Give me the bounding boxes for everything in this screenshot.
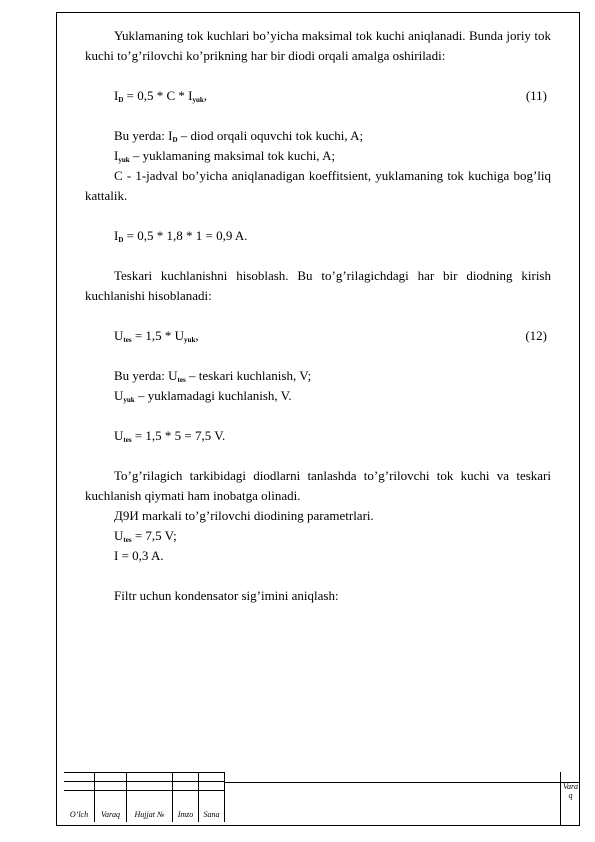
title-block-col-hujjat: Hujjat № [127, 791, 173, 823]
title-block-col-olch: O’lch [64, 791, 95, 823]
title-block-col-varaq: Varaq [95, 791, 127, 823]
document-body [85, 26, 551, 606]
page-number-cell [560, 772, 580, 826]
title-block-divider [224, 782, 560, 783]
paragraph: Yuklamaning tok kuchlari bo’yicha maksimal tok kuchi aniqlanadi. Bunda joriy tok kuchi to’g’rilovchi ko’prikning har bir diodi orqali amalga oshiriladi: [85, 28, 551, 63]
parameter-line: I = 0,3 A. [114, 548, 164, 563]
paragraph: To’g’rilagich tarkibidagi diodlarni tanlashda to’g’rilovchi tok kuchi va teskari kuchlanish qiymati ham inobatga olinadi. [85, 468, 551, 503]
parameter-line: $U_{tes} = 7,5$ V; [114, 528, 177, 544]
definition-line: Bu yerda: $I_D$ – diod orqali oquvchi tok kuchi, A; [114, 128, 364, 144]
formula-12: $U_{tes} = 1,5 * U_{yuk}$, (12) [114, 328, 547, 344]
paragraph: Д9И markali to’g’rilovchi diodining parametrlari. [114, 508, 374, 523]
paragraph: Filtr uchun kondensator sig’imini aniqlash: [114, 588, 339, 603]
equation-number: (11) [525, 88, 547, 103]
definition-line: Bu yerda: $U_{tes}$ – teskari kuchlanish, V; [114, 368, 312, 384]
calculation: $I_D = 0,5 * 1,8 * 1 = 0,9$ A. [114, 228, 248, 244]
title-block [64, 772, 225, 822]
formula-11: $I_D = 0,5 * C * I_{yuk}$, (11) [114, 88, 547, 104]
title-block-col-imzo: Imzo [173, 791, 199, 823]
definition-line: $I_{yuk}$ – yuklamaning maksimal tok kuchi, A; [114, 148, 336, 164]
title-block-col-sana: Sana [199, 791, 225, 823]
definition-line: $U_{yuk}$ – yuklamadagi kuchlanish, V. [114, 388, 292, 404]
calculation: $U_{tes} = 1,5 * 5 = 7,5$ V. [114, 428, 226, 444]
equation-number: (12) [525, 328, 547, 343]
paragraph: Teskari kuchlanishni hisoblash. Bu to’g’rilagichdagi har bir diodning kirish kuchlanishi hisoblanadi: [85, 268, 551, 303]
page-number-label: Vara q [562, 782, 579, 800]
definition-line: C - 1-jadval bo’yicha aniqlanadigan koeffitsient, yuklamaning tok kuchiga bog’liq kattalik. [85, 168, 551, 203]
